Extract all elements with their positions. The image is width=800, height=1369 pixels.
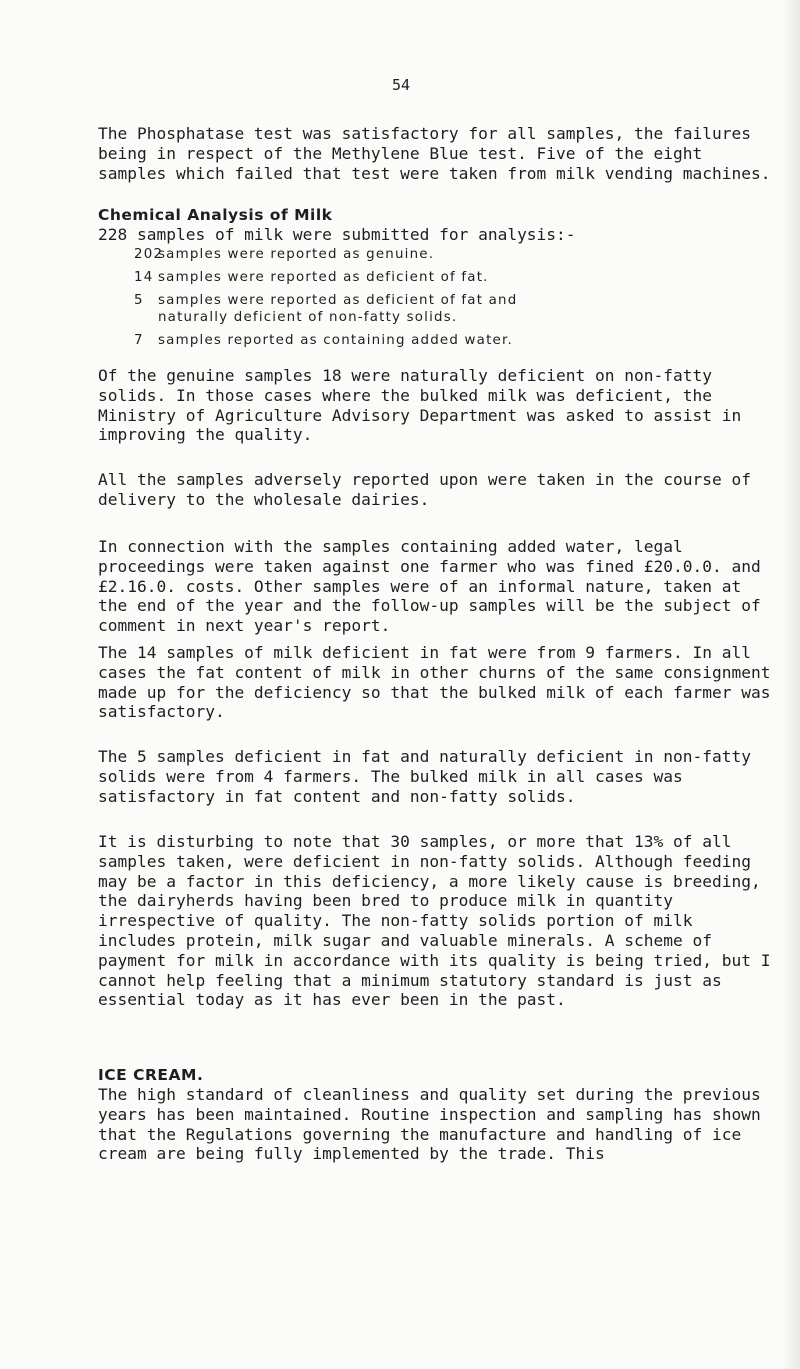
- fat-deficient-paragraph: The 14 samples of milk deficient in fat were from 9 farmers. In all cases the fat content of milk in other churns of the same consignment made up for the deficiency so that the bulked milk of each farmer was satisfactory.: [98, 643, 771, 722]
- result-item-deficient-fat: [134, 269, 774, 286]
- genuine-samples-paragraph: Of the genuine samples 18 were naturally deficient on non-fatty solids. In those cases where the bulked milk was deficient, the Ministry of Agriculture Advisory Department was asked to assist in improving the quality.: [98, 366, 742, 445]
- result-item-genuine: [134, 246, 774, 263]
- result-text: samples were reported as genuine.: [158, 247, 435, 262]
- result-text: samples were reported as deficient of fat and: [158, 293, 518, 308]
- fat-deficient-block: [98, 643, 778, 722]
- page-number: 54: [392, 76, 411, 94]
- result-count: 14: [134, 270, 154, 285]
- result-text: samples reported as containing added water.: [158, 333, 513, 348]
- milk-analysis-heading: Chemical Analysis of Milk: [98, 206, 333, 224]
- milk-analysis-lead: 228 samples of milk were submitted for analysis:-: [98, 225, 576, 244]
- ice-cream-block: [98, 1065, 778, 1164]
- fat-and-solids-paragraph: The 5 samples deficient in fat and naturally deficient in non-fatty solids were from 4 farmers. The bulked milk in all cases was satisfactory in fat content and non-fatty solids.: [98, 747, 751, 806]
- non-fatty-solids-paragraph: It is disturbing to note that 30 samples, or more that 13% of all samples taken, were deficient in non-fatty solids. Although feeding may be a factor in this deficiency, a more likely cause is breeding, the dairyherds having been bred to produce milk in quantity irrespective of quality. The non-fatty solids portion of milk includes protein, milk sugar and valuable minerals. A scheme of payment for milk in accordance with its quality is being tried, but I cannot help feeling that a minimum statutory standard is just as essential today as it has ever been in the past.: [98, 832, 771, 1010]
- added-water-block: [98, 537, 778, 636]
- added-water-paragraph: In connection with the samples containing added water, legal proceedings were taken against one farmer who was fined £20.0.0. and £2.16.0. costs. Other samples were of an informal nature, taken at the end of the year and the follow-up samples will be the subject of comment in next year's report.: [98, 537, 761, 636]
- non-fatty-solids-block: [98, 832, 778, 1010]
- result-item-deficient-fat-and-solids: [134, 292, 774, 326]
- page-edge-shadow: [782, 0, 800, 1369]
- ice-cream-heading: ICE CREAM.: [98, 1066, 204, 1084]
- result-count: 202: [134, 247, 164, 262]
- result-text: samples were reported as deficient of fat.: [158, 270, 489, 285]
- intro-paragraph: The Phosphatase test was satisfactory for all samples, the failures being in respect of the Methylene Blue test. Five of the eight samples which failed that test were taken from milk vending machines.: [98, 124, 771, 183]
- result-count: 7: [134, 333, 144, 348]
- result-text-continuation: naturally deficient of non-fatty solids.: [158, 310, 458, 325]
- genuine-samples-block: [98, 366, 778, 445]
- milk-analysis-heading-block: [98, 205, 778, 245]
- delivery-block: [98, 470, 778, 510]
- milk-results-list: [134, 246, 774, 349]
- result-item-added-water: [134, 332, 774, 349]
- intro-paragraph-block: [98, 124, 778, 183]
- fat-and-solids-block: [98, 747, 778, 806]
- result-count: 5: [134, 293, 144, 308]
- ice-cream-paragraph: The high standard of cleanliness and quality set during the previous years has been maintained. Routine inspection and sampling has shown that the Regulations governing the manufacture and handling of ice cream are being fully implemented by the trade. This: [98, 1085, 761, 1164]
- delivery-paragraph: All the samples adversely reported upon were taken in the course of delivery to the wholesale dairies.: [98, 470, 751, 509]
